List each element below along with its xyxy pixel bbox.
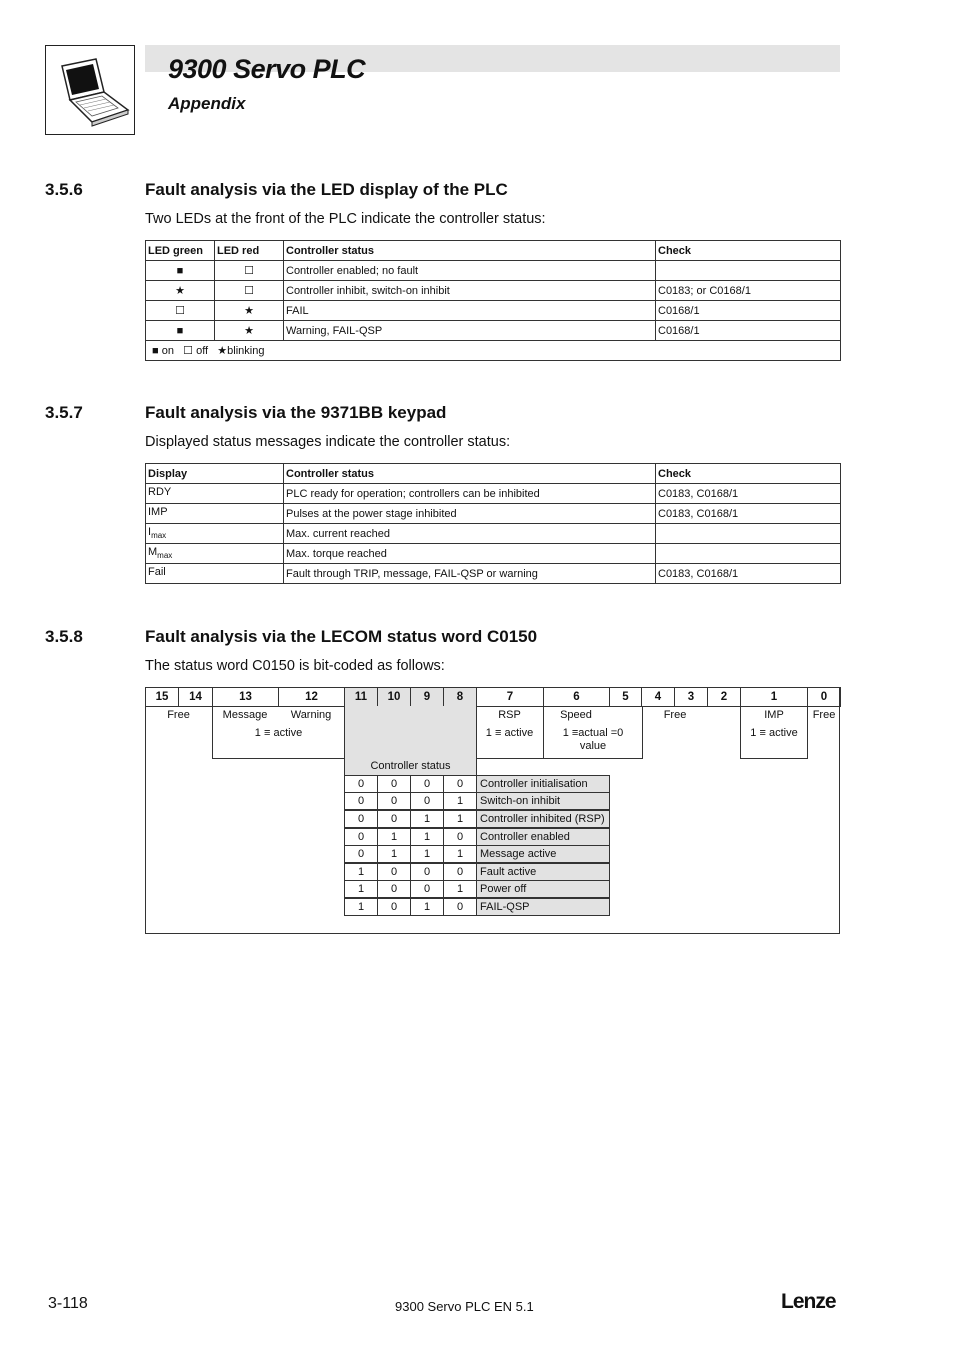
status-bit-cell: 0 xyxy=(410,775,444,793)
controller-status: FAIL xyxy=(284,301,656,321)
legend-off: off xyxy=(196,345,209,357)
status-bit-cell: 0 xyxy=(443,775,477,793)
status-bit-cell: 0 xyxy=(443,863,477,881)
status-description: Switch-on inhibit xyxy=(476,792,610,810)
status-description: Fault active xyxy=(476,863,610,881)
check-code: C0168/1 xyxy=(656,321,841,341)
display-code-text: I xyxy=(148,526,152,539)
table-row xyxy=(146,564,841,584)
status-bit-cell: 1 xyxy=(410,898,444,916)
table-row xyxy=(146,484,841,504)
status-bit-cell: 1 xyxy=(377,828,411,846)
section-356-title: Fault analysis via the LED display of the PLC xyxy=(145,180,508,199)
status-bit-cell: 0 xyxy=(344,828,378,846)
message-warning-active: 1 ≡ active xyxy=(254,727,303,739)
bit-10: 10 xyxy=(377,687,411,707)
footer-document-id: 9300 Servo PLC EN 5.1 xyxy=(395,1299,534,1314)
controller-status: Fault through TRIP, message, FAIL-QSP or warning xyxy=(284,564,656,584)
check-code xyxy=(656,544,841,564)
bit-15-14-free: Free xyxy=(167,709,190,721)
led-red-state: ☐ xyxy=(215,261,284,281)
bit-9: 9 xyxy=(410,687,444,707)
col-check: Check xyxy=(656,464,841,484)
status-bit-cell: 0 xyxy=(344,792,378,810)
led-green-state: ★ xyxy=(146,281,215,301)
bit-6: 6 xyxy=(543,687,610,707)
section-356-intro: Two LEDs at the front of the PLC indicate the controller status: xyxy=(145,211,546,227)
status-bit-cell: 0 xyxy=(377,880,411,898)
bit-5: 5 xyxy=(609,687,642,707)
table-row xyxy=(146,524,841,544)
bit-13: 13 xyxy=(212,687,279,707)
led-green-state: ☐ xyxy=(146,301,215,321)
legend-blinking: blinking xyxy=(227,345,265,357)
bit-0: 0 xyxy=(807,687,841,707)
keypad-table-header xyxy=(146,464,841,484)
controller-status: Controller inhibit, switch-on inhibit xyxy=(284,281,656,301)
check-code: C0183, C0168/1 xyxy=(656,564,841,584)
table-row xyxy=(146,544,841,564)
col-check: Check xyxy=(656,241,841,261)
status-bit-cell: 1 xyxy=(410,828,444,846)
table-row xyxy=(146,261,841,281)
status-bit-cell: 0 xyxy=(443,828,477,846)
speed-description-line-1: 1 ≡actual =0 xyxy=(562,727,624,739)
status-bit-cell: 1 xyxy=(377,845,411,863)
display-code xyxy=(146,564,284,584)
bit-2: 2 xyxy=(707,687,741,707)
on-symbol: ■ xyxy=(152,345,159,357)
display-code xyxy=(146,484,284,504)
led-red-state: ★ xyxy=(215,321,284,341)
bit-12: 12 xyxy=(278,687,345,707)
status-description: FAIL-QSP xyxy=(476,898,610,916)
section-358-number: 3.5.8 xyxy=(45,627,83,646)
status-bit-cell: 0 xyxy=(410,863,444,881)
status-bit-cell: 0 xyxy=(410,880,444,898)
section-358-title: Fault analysis via the LECOM status word C0150 xyxy=(145,627,538,646)
status-bit-cell: 0 xyxy=(344,845,378,863)
col-controller-status: Controller status xyxy=(284,464,656,484)
section-357-title: Fault analysis via the 9371BB keypad xyxy=(145,403,447,422)
bit-5-2-free: Free xyxy=(663,709,687,721)
display-code-text: M xyxy=(148,546,158,559)
document-title: 9300 Servo PLC xyxy=(168,54,366,84)
status-bit-cell: 0 xyxy=(377,775,411,793)
display-code-subscript: max xyxy=(157,551,173,561)
bit-14: 14 xyxy=(178,687,213,707)
status-bit-cell: 1 xyxy=(344,863,378,881)
led-green-state: ■ xyxy=(146,261,215,281)
col-led-red: LED red xyxy=(215,241,284,261)
controller-status: Pulses at the power stage inhibited xyxy=(284,504,656,524)
status-bit-cell: 0 xyxy=(344,775,378,793)
keypad-table xyxy=(145,463,841,584)
display-code-text: RDY xyxy=(148,486,172,499)
section-356-number: 3.5.6 xyxy=(45,180,83,199)
section-357-number: 3.5.7 xyxy=(45,403,83,422)
led-legend-row xyxy=(146,341,841,361)
speed-description-line-2: value xyxy=(579,740,607,752)
status-bit-cell: 0 xyxy=(377,898,411,916)
speed-label: Speed xyxy=(560,709,592,721)
controller-status: Warning, FAIL-QSP xyxy=(284,321,656,341)
status-bit-cell: 0 xyxy=(377,792,411,810)
bit-11: 11 xyxy=(344,687,378,707)
col-display: Display xyxy=(146,464,284,484)
status-description: Controller enabled xyxy=(476,828,610,846)
off-symbol: ☐ xyxy=(183,345,194,357)
controller-status: Max. current reached xyxy=(284,524,656,544)
status-bit-cell: 0 xyxy=(410,792,444,810)
display-code-text: IMP xyxy=(148,506,168,519)
imp-label: IMP xyxy=(764,709,784,721)
page-number: 3-118 xyxy=(48,1295,88,1312)
bit-4: 4 xyxy=(641,687,675,707)
rsp-label: RSP xyxy=(498,709,521,721)
col-controller-status: Controller status xyxy=(284,241,656,261)
status-bit-cell: 0 xyxy=(344,810,378,828)
bit-7: 7 xyxy=(476,687,544,707)
controller-status: Max. torque reached xyxy=(284,544,656,564)
section-358-intro: The status word C0150 is bit-coded as follows: xyxy=(145,658,445,674)
status-bit-cell: 0 xyxy=(377,810,411,828)
brand-logo: Lenze xyxy=(781,1290,836,1313)
status-bit-cell: 1 xyxy=(344,880,378,898)
controller-status: PLC ready for operation; controllers can be inhibited xyxy=(284,484,656,504)
display-code-subscript: max xyxy=(151,531,167,541)
controller-status-label: Controller status xyxy=(370,760,451,772)
status-description: Controller inhibited (RSP) xyxy=(476,810,610,828)
status-bit-cell: 0 xyxy=(443,898,477,916)
display-code xyxy=(146,544,284,564)
led-green-state: ■ xyxy=(146,321,215,341)
table-row xyxy=(146,504,841,524)
status-description: Controller initialisation xyxy=(476,775,610,793)
document-subtitle: Appendix xyxy=(168,94,246,113)
status-bit-cell: 1 xyxy=(443,792,477,810)
check-code: C0183, C0168/1 xyxy=(656,484,841,504)
section-357-intro: Displayed status messages indicate the controller status: xyxy=(145,434,511,450)
status-bit-cell: 1 xyxy=(410,845,444,863)
blink-symbol: ★ xyxy=(217,345,228,357)
warning-label: Warning xyxy=(290,709,332,721)
display-code-text: Fail xyxy=(148,566,166,579)
status-description: Message active xyxy=(476,845,610,863)
legend-on: on xyxy=(161,345,174,357)
bit-8: 8 xyxy=(443,687,477,707)
table-row xyxy=(146,321,841,341)
bit-3: 3 xyxy=(674,687,708,707)
speed-description xyxy=(545,727,641,753)
bit-1: 1 xyxy=(740,687,808,707)
check-code xyxy=(656,524,841,544)
led-table xyxy=(145,240,841,361)
rsp-active: 1 ≡ active xyxy=(485,727,534,739)
controller-status: Controller enabled; no fault xyxy=(284,261,656,281)
laptop-icon xyxy=(46,46,134,134)
bit-0-free: Free xyxy=(812,709,836,721)
status-bit-cell: 0 xyxy=(377,863,411,881)
imp-active: 1 ≡ active xyxy=(750,727,798,739)
table-row xyxy=(146,281,841,301)
led-table-header xyxy=(146,241,841,261)
status-bit-cell: 1 xyxy=(344,898,378,916)
status-bit-cell: 1 xyxy=(410,810,444,828)
laptop-logo xyxy=(45,45,135,135)
check-code xyxy=(656,261,841,281)
led-red-state: ☐ xyxy=(215,281,284,301)
bit-15: 15 xyxy=(145,687,179,707)
display-code xyxy=(146,504,284,524)
check-code: C0183; or C0168/1 xyxy=(656,281,841,301)
status-bit-cell: 1 xyxy=(443,845,477,863)
table-row xyxy=(146,301,841,321)
check-code: C0168/1 xyxy=(656,301,841,321)
led-legend xyxy=(146,341,841,361)
message-label: Message xyxy=(222,709,268,721)
col-led-green: LED green xyxy=(146,241,215,261)
check-code: C0183, C0168/1 xyxy=(656,504,841,524)
display-code xyxy=(146,524,284,544)
led-red-state: ★ xyxy=(215,301,284,321)
status-bit-cell: 1 xyxy=(443,880,477,898)
status-description: Power off xyxy=(476,880,610,898)
status-bit-cell: 1 xyxy=(443,810,477,828)
